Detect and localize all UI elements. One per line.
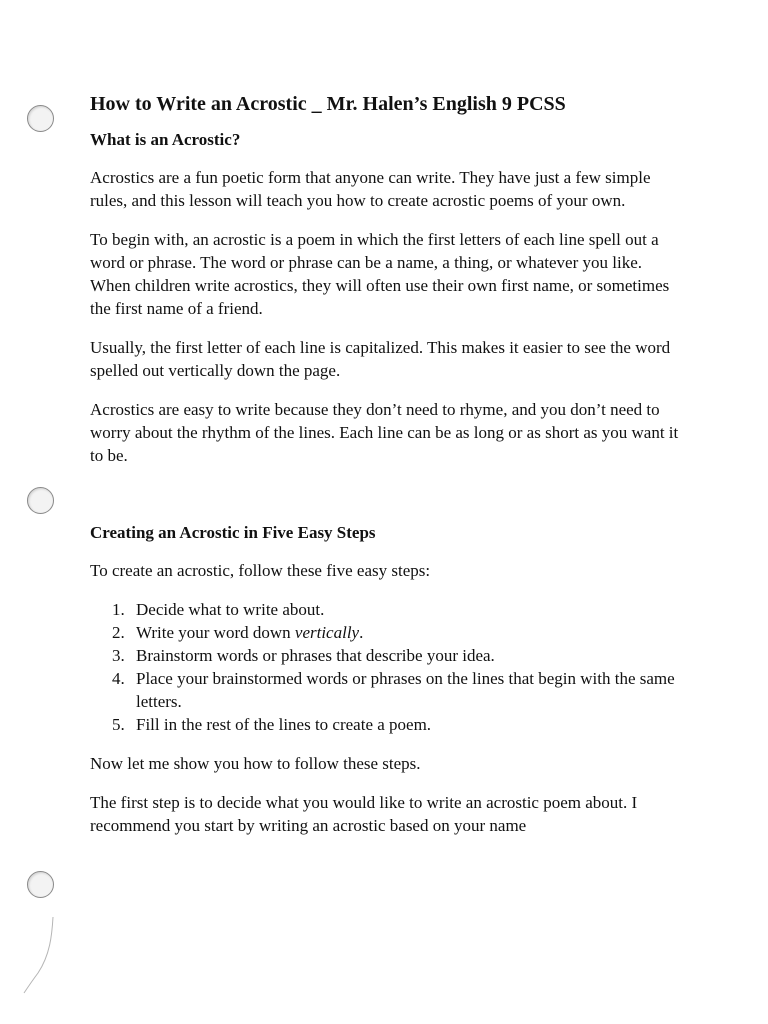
step-number: 5.	[112, 715, 125, 734]
list-item	[90, 621, 685, 644]
step-number: 1.	[112, 600, 125, 619]
paragraph: To begin with, an acrostic is a poem in which the first letters of each line spell out a word or phrase. The word or phrase can be a name, a thing, or whatever you like. When children write acrostics, they will often use their own first name, or sometimes the first name of a friend.	[90, 230, 670, 318]
paragraph: Acrostics are a fun poetic form that anyone can write. They have just a few simple rules, and this lesson will teach you how to create acrostic poems of your own.	[90, 168, 651, 210]
paragraph: The first step is to decide what you would like to write an acrostic poem about. I recommend you start by writing an acrostic based on your name	[90, 793, 638, 835]
list-item	[90, 598, 685, 621]
step-number: 3.	[112, 646, 125, 665]
list-item	[90, 644, 685, 667]
paragraph: Acrostics are easy to write because they don’t need to rhyme, and you don’t need to worry about the rhythm of the lines. Each line can be as long or as short as you want it to be.	[90, 400, 679, 465]
list-item	[90, 713, 685, 736]
step-text-after: .	[359, 623, 364, 642]
step-text: Place your brainstormed words or phrases on the lines that begin with the same letters.	[136, 669, 675, 711]
step-text: Brainstorm words or phrases that describe your idea.	[136, 646, 495, 665]
step-text: Decide what to write about.	[136, 600, 325, 619]
list-item	[90, 667, 685, 713]
step-text: Fill in the rest of the lines to create a poem.	[136, 715, 432, 734]
section-heading-five-steps: Creating an Acrostic in Five Easy Steps	[90, 523, 376, 542]
document-title: How to Write an Acrostic _ Mr. Halen’s English 9 PCSS	[90, 93, 566, 115]
step-number: 4.	[112, 669, 125, 688]
punch-hole	[27, 105, 54, 132]
paragraph: Now let me show you how to follow these steps.	[90, 754, 421, 773]
step-text	[136, 623, 363, 642]
section-heading-what-is: What is an Acrostic?	[90, 130, 241, 149]
paragraph: Usually, the first letter of each line is capitalized. This makes it easier to see the word spelled out vertically down the page.	[90, 338, 671, 380]
steps-list	[90, 598, 685, 736]
step-text-before: Write your word down	[136, 623, 295, 642]
document-body	[90, 90, 685, 853]
margin-pencil-mark	[20, 915, 60, 995]
step-number: 2.	[112, 623, 125, 642]
step-text-italic: vertically	[294, 623, 360, 642]
section-spacer	[90, 483, 685, 521]
steps-intro: To create an acrostic, follow these five easy steps:	[90, 561, 431, 580]
punch-hole	[27, 871, 54, 898]
punch-hole	[27, 487, 54, 514]
